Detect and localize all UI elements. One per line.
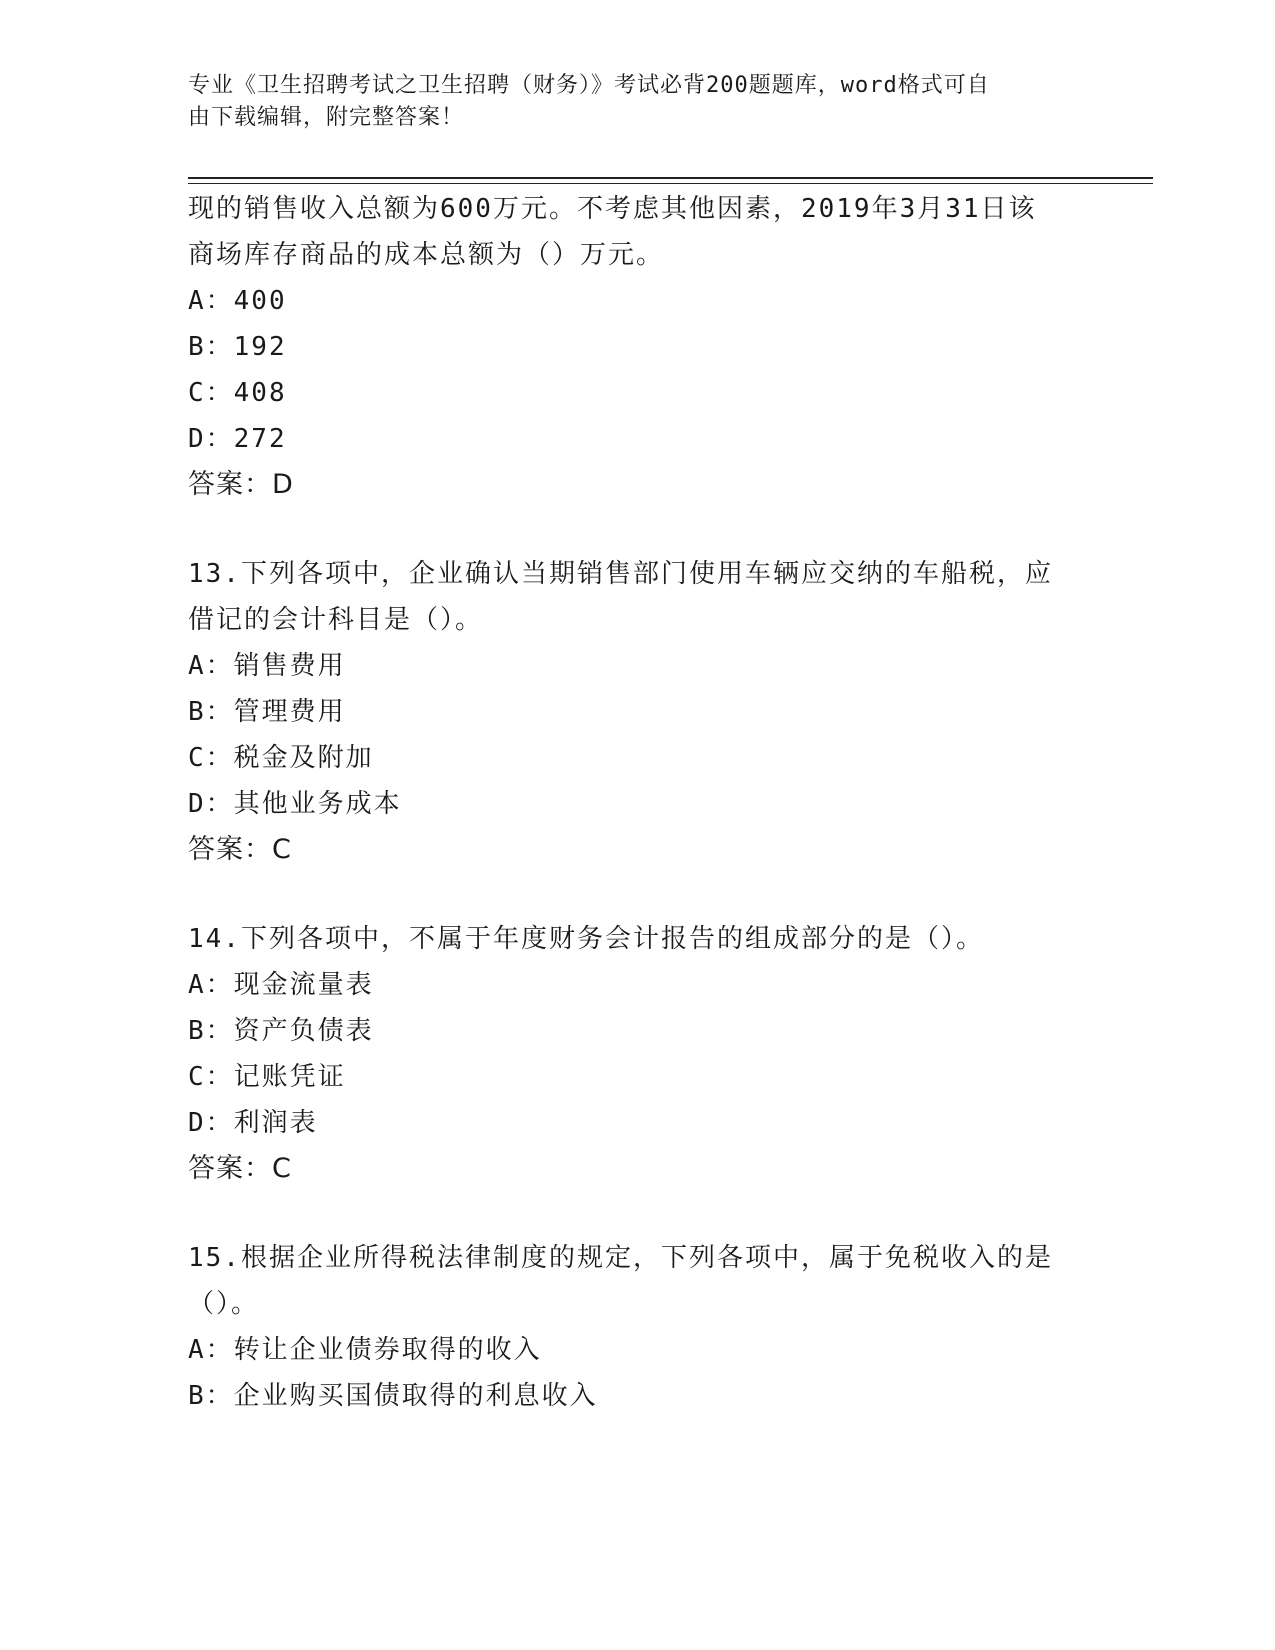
question-stem-line: （）。 <box>188 1289 260 1319</box>
header-divider-thick <box>188 177 1153 179</box>
answer-label: 答案：D <box>188 469 294 500</box>
answer-label: 答案：C <box>188 1153 292 1184</box>
question-stem-line: 借记的会计科目是（）。 <box>188 605 484 635</box>
option-c: C：记账凭证 <box>188 1062 346 1092</box>
option-b: B：资产负债表 <box>188 1016 374 1046</box>
question-spacer <box>188 873 1088 916</box>
option-a: A：现金流量表 <box>188 970 374 1000</box>
question-stem-line: 商场库存商品的成本总额为（）万元。 <box>188 240 665 270</box>
option-a: A：销售费用 <box>188 651 346 681</box>
header-title-line-2: 由下载编辑，附完整答案！ <box>188 105 465 130</box>
question-12 <box>188 186 1088 508</box>
question-stem-line: 14.下列各项中，不属于年度财务会计报告的组成部分的是（）。 <box>188 924 984 954</box>
question-15 <box>188 1235 1088 1419</box>
option-a: A：转让企业债券取得的收入 <box>188 1335 542 1365</box>
option-b: B：192 <box>188 332 287 362</box>
question-spacer <box>188 508 1088 551</box>
header-title-line-1: 专业《卫生招聘考试之卫生招聘（财务）》考试必背200题题库，word格式可自 <box>188 73 990 98</box>
option-d: D：272 <box>188 424 287 454</box>
question-stem-line: 现的销售收入总额为600万元。不考虑其他因素，2019年3月31日该 <box>188 194 1037 224</box>
option-b: B：企业购买国债取得的利息收入 <box>188 1381 598 1411</box>
answer-label: 答案：C <box>188 834 292 865</box>
question-13 <box>188 551 1088 873</box>
option-b: B：管理费用 <box>188 697 346 727</box>
question-stem-line: 13.下列各项中，企业确认当期销售部门使用车辆应交纳的车船税，应 <box>188 559 1053 589</box>
question-list <box>188 186 1088 1419</box>
option-d: D：利润表 <box>188 1108 318 1138</box>
header-divider-thin <box>188 183 1153 184</box>
option-d: D：其他业务成本 <box>188 789 402 819</box>
option-a: A：400 <box>188 286 287 316</box>
page-header <box>188 70 1068 134</box>
option-c: C：408 <box>188 378 287 408</box>
option-c: C：税金及附加 <box>188 743 374 773</box>
question-14 <box>188 916 1088 1192</box>
question-spacer <box>188 1192 1088 1235</box>
question-stem-line: 15.根据企业所得税法律制度的规定，下列各项中，属于免税收入的是 <box>188 1243 1053 1273</box>
